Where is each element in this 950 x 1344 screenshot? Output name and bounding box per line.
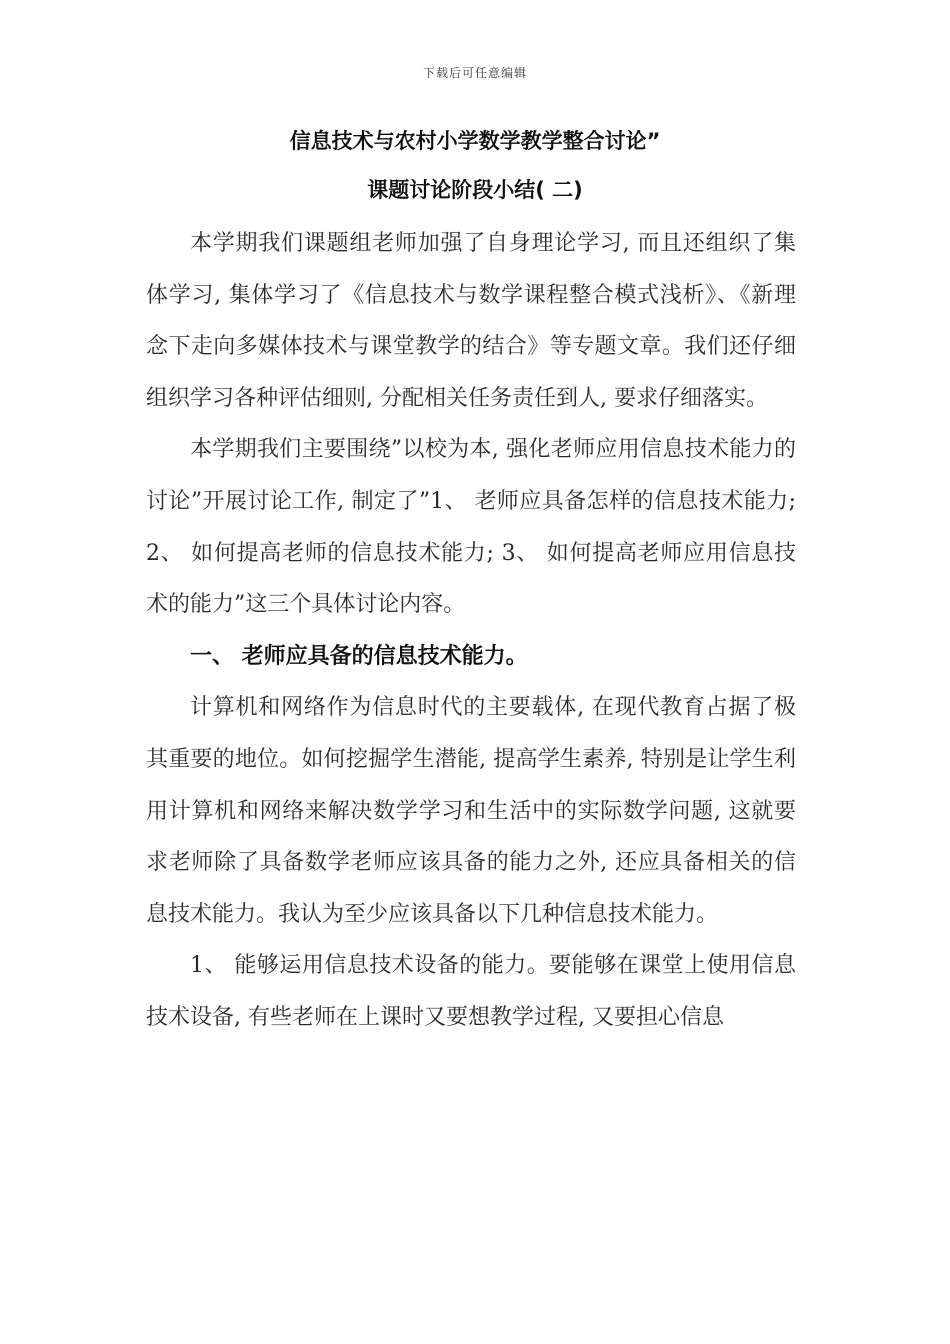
paragraph: 本学期我们主要围绕”以校为本, 强化老师应用信息技术能力的讨论”开展讨论工作, 制定了”1、 老师应具备怎样的信息技术能力; 2、 如何提高老师的信息技术能力; 3、 如何提高老师应用信息技术的能力”这三个具体讨论内容。 — [146, 437, 796, 618]
paragraph: 1、 能够运用信息技术设备的能力。要能够在课堂上使用信息技术设备, 有些老师在上课时又要想教学过程, 又要担心信息 — [146, 953, 796, 1030]
paragraph: 本学期我们课题组老师加强了自身理论学习, 而且还组织了集体学习, 集体学习了《信息技术与数学课程整合模式浅析》、《新理念下走向多媒体技术与课堂教学的结合》等专题文章。我们还仔细组织学习各种评估细则, 分配相关任务责任到人, 要求仔细落实。 — [146, 231, 796, 411]
section-heading: 一、 老师应具备的信息技术能力。 — [190, 643, 528, 669]
header-note: 下载后可任意编辑 — [422, 66, 527, 80]
document-title: 信息技术与农村小学数学教学整合讨论” — [289, 129, 661, 153]
document-body — [146, 218, 796, 1044]
document-subtitle: 课题讨论阶段小结( 二) — [367, 178, 583, 202]
paragraph: 计算机和网络作为信息时代的主要载体, 在现代教育占据了极其重要的地位。如何挖掘学生潜能, 提高学生素养, 特别是让学生利用计算机和网络来解决数学学习和生活中的实际数学问题, 这就要求老师除了具备数学老师应该具备的能力之外, 还应具备相关的信息技术能力。我认为至少应该具备以下几种信息技术能力。 — [146, 695, 796, 927]
